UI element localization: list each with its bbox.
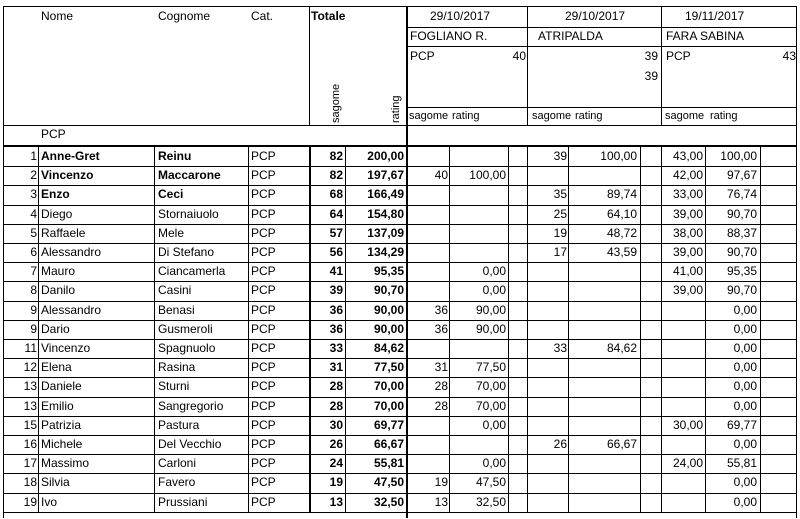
row-position: 13: [23, 398, 37, 413]
row-cat: PCP: [251, 494, 276, 509]
row-total-sagome: 24: [329, 456, 343, 471]
event-date: 29/10/2017: [430, 9, 491, 23]
row-cat: PCP: [251, 302, 276, 317]
row-cognome: Del Vecchio: [158, 437, 222, 451]
column-divider: [527, 147, 528, 512]
row-event1-sagome: 31: [434, 360, 448, 375]
event-sub-rating: rating: [710, 110, 738, 122]
event-sub-rating: rating: [575, 110, 603, 122]
row-event1-rating: 100,00: [469, 168, 506, 183]
row-nome: Daniele: [41, 379, 82, 394]
row-position: 19: [23, 494, 37, 509]
row-event3-sagome: 39,00: [672, 206, 703, 221]
row-event3-sagome: 39,00: [672, 283, 703, 298]
row-nome: Ivo: [41, 494, 58, 509]
row-cat: PCP: [251, 379, 276, 394]
row-event3-sagome: 33,00: [672, 187, 703, 202]
row-event3-rating: 0,00: [733, 341, 757, 355]
column-divider: [661, 147, 662, 512]
row-event3-rating: 0,00: [733, 360, 757, 375]
column-divider: [796, 147, 797, 512]
event-location: ATRIPALDA: [538, 29, 603, 43]
row-cat: PCP: [251, 437, 276, 451]
row-cognome: Benasi: [158, 302, 195, 317]
row-position: 13: [23, 379, 37, 394]
column-divider: [309, 147, 311, 512]
row-total-rating: 77,50: [373, 360, 404, 375]
row-total-rating: 66,67: [373, 437, 404, 451]
row-total-rating: 55,81: [373, 456, 404, 471]
row-event1-sagome: 28: [434, 398, 448, 413]
row-cat: PCP: [251, 149, 276, 163]
row-total-sagome: 28: [329, 379, 343, 394]
row-total-sagome: 39: [329, 283, 343, 298]
row-event1-sagome: 36: [434, 321, 448, 336]
row-total-sagome: 41: [329, 264, 343, 279]
header-nome: Nome: [41, 9, 74, 23]
row-nome: Mauro: [41, 264, 76, 279]
event-date: 19/11/2017: [685, 9, 745, 23]
header-rating: rating: [390, 95, 402, 123]
row-event2-rating: 64,10: [606, 206, 637, 221]
row-event1-rating: 0,00: [482, 456, 506, 471]
header-totale: Totale: [311, 9, 346, 23]
row-event2-sagome: 17: [553, 245, 567, 259]
row-event3-rating: 69,77: [726, 417, 757, 432]
row-total-sagome: 28: [329, 398, 343, 413]
row-cat: PCP: [251, 283, 276, 298]
row-event2-rating: 43,59: [606, 245, 637, 259]
row-total-rating: 166,49: [367, 187, 404, 202]
row-total-rating: 90,00: [373, 321, 404, 336]
row-nome: Raffaele: [41, 225, 86, 240]
event-cat-count: 40: [512, 49, 526, 63]
row-event1-rating: 90,00: [475, 321, 506, 336]
row-cognome: Carloni: [158, 456, 197, 471]
row-total-sagome: 64: [329, 206, 343, 221]
row-cat: PCP: [251, 206, 276, 221]
row-total-sagome: 31: [329, 360, 343, 375]
row-total-sagome: 36: [329, 302, 343, 317]
event-cat-count: 39: [644, 49, 658, 63]
column-divider: [449, 147, 450, 512]
row-event1-sagome: 19: [434, 475, 448, 490]
row-total-rating: 47,50: [373, 475, 404, 490]
column-divider: [154, 147, 155, 512]
row-total-rating: 70,00: [373, 379, 404, 394]
row-event1-sagome: 13: [434, 494, 448, 509]
row-cat: PCP: [251, 398, 276, 413]
row-cognome: Maccarone: [158, 168, 221, 183]
row-total-rating: 84,62: [373, 341, 404, 355]
row-cat: PCP: [251, 225, 276, 240]
section-label: PCP: [41, 127, 66, 141]
row-cognome: Gusmeroli: [158, 321, 213, 336]
row-cognome: Prussiani: [158, 494, 208, 509]
row-nome: Vincenzo: [41, 168, 94, 183]
row-position: 3: [30, 187, 37, 202]
row-total-rating: 69,77: [373, 417, 404, 432]
event-cat-label: PCP: [410, 49, 435, 63]
event-sub-sagome: sagome: [532, 110, 572, 122]
column-divider: [640, 147, 641, 512]
event-cat-count-2: 39: [644, 69, 658, 83]
event-date: 29/10/2017: [565, 9, 626, 23]
row-cognome: Ciancamerla: [158, 264, 226, 279]
row-cognome: Stornaiuolo: [158, 206, 219, 221]
row-event1-rating: 0,00: [482, 283, 506, 298]
row-nome: Elena: [41, 360, 72, 375]
row-cat: PCP: [251, 341, 276, 355]
row-event1-rating: 90,00: [475, 302, 506, 317]
row-position: 2: [30, 168, 37, 183]
column-divider: [760, 147, 761, 512]
row-event3-rating: 97,67: [726, 168, 757, 183]
row-event2-sagome: 33: [553, 341, 567, 355]
row-total-sagome: 19: [329, 475, 343, 490]
row-total-sagome: 26: [329, 437, 343, 451]
row-cat: PCP: [251, 360, 276, 375]
row-event3-sagome: 24,00: [672, 456, 703, 471]
row-event3-rating: 90,70: [726, 283, 757, 298]
row-event3-rating: 95,35: [726, 264, 757, 279]
row-event1-rating: 0,00: [482, 417, 506, 432]
row-cognome: Sangregorio: [158, 398, 224, 413]
row-nome: Diego: [41, 206, 73, 221]
row-total-sagome: 36: [329, 321, 343, 336]
row-total-rating: 134,29: [367, 245, 404, 259]
row-event3-sagome: 38,00: [672, 225, 703, 240]
row-position: 1: [30, 149, 37, 163]
row-nome: Enzo: [41, 187, 70, 202]
row-event1-rating: 0,00: [482, 264, 506, 279]
row-cognome: Sturni: [158, 379, 190, 394]
row-total-sagome: 68: [329, 187, 343, 202]
header-cognome: Cognome: [158, 9, 211, 23]
row-total-rating: 197,67: [367, 168, 404, 183]
row-cognome: Spagnuolo: [158, 341, 216, 355]
row-event2-sagome: 19: [553, 225, 567, 240]
row-cognome: Favero: [158, 475, 196, 490]
row-cognome: Mele: [158, 225, 185, 240]
row-total-sagome: 33: [329, 341, 343, 355]
column-divider: [705, 147, 706, 512]
row-total-sagome: 56: [329, 245, 343, 259]
row-event3-rating: 0,00: [733, 437, 757, 451]
event-sub-rating: rating: [452, 110, 480, 122]
row-nome: Vincenzo: [41, 341, 91, 355]
row-event2-rating: 89,74: [606, 187, 637, 202]
row-nome: Silvia: [41, 475, 70, 490]
column-divider: [568, 147, 569, 512]
row-event2-sagome: 39: [553, 149, 567, 163]
row-divider: [3, 512, 797, 513]
row-cat: PCP: [251, 264, 276, 279]
row-event1-rating: 32,50: [475, 494, 506, 509]
event-sub-sagome: sagome: [409, 110, 449, 122]
row-nome: Massimo: [41, 456, 90, 471]
row-position: 11: [24, 341, 37, 355]
row-position: 7: [30, 264, 37, 279]
row-nome: Emilio: [41, 398, 74, 413]
row-cat: PCP: [251, 321, 276, 336]
row-cat: PCP: [251, 417, 276, 432]
row-position: 12: [23, 360, 37, 375]
column-divider: [248, 147, 249, 512]
row-position: 15: [23, 417, 37, 432]
row-position: 6: [30, 245, 37, 259]
row-cat: PCP: [251, 187, 276, 202]
row-nome: Alessandro: [41, 302, 102, 317]
row-event2-rating: 48,72: [606, 225, 637, 240]
row-position: 4: [30, 206, 37, 221]
row-total-rating: 95,35: [373, 264, 404, 279]
row-event1-rating: 70,00: [475, 379, 506, 394]
row-position: 8: [30, 283, 37, 298]
event-cat-label: PCP: [666, 49, 691, 63]
row-cognome: Di Stefano: [158, 245, 215, 259]
row-total-rating: 137,09: [367, 225, 404, 240]
row-event2-rating: 84,62: [606, 341, 637, 355]
row-cognome: Pastura: [158, 417, 200, 432]
row-event1-sagome: 36: [434, 302, 448, 317]
event-sub-sagome: sagome: [665, 110, 705, 122]
row-event3-rating: 0,00: [733, 475, 757, 490]
row-total-rating: 200,00: [367, 149, 404, 163]
column-divider: [406, 147, 408, 512]
row-event2-sagome: 25: [553, 206, 567, 221]
row-event3-sagome: 42,00: [672, 168, 703, 183]
row-nome: Dario: [41, 321, 70, 336]
row-total-sagome: 82: [329, 168, 343, 183]
row-cat: PCP: [251, 245, 276, 259]
column-divider: [38, 147, 39, 512]
row-total-sagome: 82: [329, 149, 343, 163]
column-divider: [345, 147, 346, 512]
event-location: FARA SABINA: [666, 29, 745, 43]
row-event3-sagome: 30,00: [672, 417, 703, 432]
row-event3-rating: 0,00: [733, 494, 757, 509]
row-position: 5: [30, 225, 37, 240]
row-event3-rating: 0,00: [733, 302, 757, 317]
row-position: 18: [23, 475, 37, 490]
event-cat-count: 43: [782, 49, 796, 63]
row-event1-rating: 47,50: [475, 475, 506, 490]
row-event3-rating: 100,00: [720, 149, 757, 163]
row-event3-rating: 55,81: [726, 456, 757, 471]
header-cat: Cat.: [251, 9, 274, 23]
row-total-sagome: 30: [329, 417, 343, 432]
row-position: 16: [23, 437, 37, 451]
row-total-rating: 90,70: [373, 283, 404, 298]
row-cognome: Rasina: [158, 360, 196, 375]
row-event3-rating: 76,74: [726, 187, 757, 202]
row-nome: Patrizia: [41, 417, 82, 432]
column-divider: [508, 147, 509, 512]
row-event2-rating: 100,00: [600, 149, 637, 163]
row-position: 9: [30, 321, 37, 336]
row-event1-rating: 77,50: [475, 360, 506, 375]
row-event3-rating: 0,00: [733, 379, 757, 394]
row-cognome: Casini: [158, 283, 192, 298]
row-cat: PCP: [251, 475, 276, 490]
row-event2-sagome: 26: [553, 437, 567, 451]
row-total-rating: 32,50: [373, 494, 404, 509]
header-sagome: sagome: [330, 83, 342, 123]
row-nome: Alessandro: [41, 245, 102, 259]
row-cat: PCP: [251, 456, 276, 471]
row-position: 9: [30, 302, 37, 317]
row-cognome: Reinu: [158, 149, 192, 163]
row-cat: PCP: [251, 168, 276, 183]
row-event3-sagome: 39,00: [672, 245, 703, 259]
row-event3-rating: 0,00: [733, 398, 757, 413]
row-event3-rating: 88,37: [726, 225, 757, 240]
row-total-sagome: 57: [329, 225, 343, 240]
row-event2-sagome: 35: [553, 187, 567, 202]
row-position: 17: [23, 456, 37, 471]
row-event3-rating: 90,70: [726, 245, 757, 259]
row-event2-rating: 66,67: [606, 437, 637, 451]
row-event3-sagome: 43,00: [672, 149, 703, 163]
row-cognome: Ceci: [158, 187, 184, 202]
row-event1-sagome: 28: [434, 379, 448, 394]
event-location: FOGLIANO R.: [410, 29, 488, 43]
row-event3-rating: 0,00: [733, 321, 757, 336]
row-event3-rating: 90,70: [726, 206, 757, 221]
row-total-rating: 90,00: [373, 302, 404, 317]
row-event1-sagome: 40: [434, 168, 448, 183]
row-nome: Michele: [41, 437, 83, 451]
row-event3-sagome: 41,00: [672, 264, 703, 279]
row-total-sagome: 13: [329, 494, 343, 509]
row-total-rating: 154,80: [367, 206, 404, 221]
row-nome: Danilo: [41, 283, 76, 298]
row-event1-rating: 70,00: [475, 398, 506, 413]
row-total-rating: 70,00: [373, 398, 404, 413]
row-nome: Anne-Gret: [41, 149, 100, 163]
